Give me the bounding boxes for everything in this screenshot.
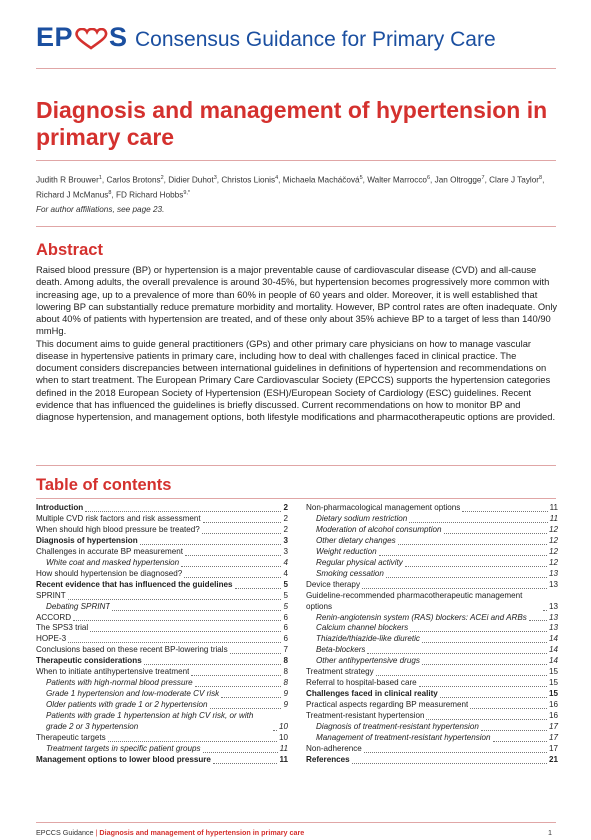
author-name: Judith R Brouwer bbox=[36, 175, 99, 185]
toc-leader-dots bbox=[422, 642, 547, 643]
toc-leader-dots bbox=[203, 752, 278, 753]
toc-entry[interactable] bbox=[306, 744, 558, 755]
toc-page-number: 3 bbox=[283, 546, 288, 556]
footer-title: Diagnosis and management of hypertension in primary care bbox=[99, 828, 305, 837]
toc-divider bbox=[36, 498, 556, 499]
toc-entry-title: Patients with grade 1 hypertension at high CV risk, or with grade 2 or 3 hypertension bbox=[46, 711, 254, 732]
toc-leader-dots bbox=[367, 653, 547, 654]
page-number: 1 bbox=[548, 828, 552, 837]
toc-page-number: 6 bbox=[283, 634, 288, 644]
toc-page-number: 6 bbox=[283, 612, 288, 622]
toc-leader-dots bbox=[543, 610, 547, 611]
toc-leader-dots bbox=[386, 577, 547, 578]
toc-entry[interactable] bbox=[306, 613, 558, 624]
affiliation-note: For author affiliations, see page 23. bbox=[36, 205, 165, 214]
toc-entry-title: Practical aspects regarding BP measurement bbox=[306, 700, 469, 710]
toc-page-number: 16 bbox=[548, 700, 558, 710]
toc-page-number: 13 bbox=[548, 568, 558, 578]
toc-page-number: 3 bbox=[283, 535, 288, 545]
toc-page-number: 13 bbox=[548, 612, 558, 622]
toc-entry[interactable] bbox=[36, 634, 288, 645]
author-name: Jan Oltrogge bbox=[434, 175, 482, 185]
toc-page-number: 2 bbox=[283, 503, 288, 512]
toc-left-column bbox=[36, 503, 288, 766]
toc-entry[interactable] bbox=[36, 613, 288, 624]
toc-entry-title: References bbox=[306, 754, 350, 764]
toc-page-number: 15 bbox=[548, 689, 558, 699]
toc-leader-dots bbox=[203, 522, 282, 523]
toc-entry-title: Dietary sodium restriction bbox=[316, 513, 408, 523]
toc-entry[interactable] bbox=[36, 733, 288, 744]
toc-leader-dots bbox=[444, 533, 547, 534]
toc-entry-title: Management options to lower blood pressure bbox=[36, 754, 211, 764]
toc-entry-title: Treatment strategy bbox=[306, 667, 374, 677]
logo-text-left: EP bbox=[36, 22, 74, 52]
toc-leader-dots bbox=[376, 675, 547, 676]
toc-entry[interactable] bbox=[306, 733, 558, 744]
toc-entry[interactable] bbox=[306, 580, 558, 591]
author-affiliation-marker: 4 bbox=[275, 175, 279, 181]
author-name: Christos Lionis bbox=[221, 175, 276, 185]
toc-entry[interactable] bbox=[306, 503, 558, 514]
toc-entry-title: Moderation of alcohol consumption bbox=[316, 524, 442, 534]
toc-page-number: 14 bbox=[548, 634, 558, 644]
toc-leader-dots bbox=[529, 620, 547, 621]
toc-page-number: 11 bbox=[279, 754, 288, 764]
toc-entry-title: Non-adherence bbox=[306, 743, 362, 753]
toc-entry-title: ACCORD bbox=[36, 612, 72, 622]
toc-leader-dots bbox=[273, 730, 277, 731]
toc-entry[interactable] bbox=[36, 678, 288, 689]
toc-page-number: 6 bbox=[283, 623, 288, 633]
toc-entry-title: Challenges in accurate BP measurement bbox=[36, 546, 183, 556]
toc-entry[interactable] bbox=[36, 503, 288, 514]
article-title: Diagnosis and management of hypertension in primary care bbox=[36, 97, 548, 150]
author-affiliation-marker: 3 bbox=[213, 175, 217, 181]
author-name: FD Richard Hobbs bbox=[115, 190, 184, 200]
toc-entry-title: Other antihypertensive drugs bbox=[316, 656, 420, 666]
footer-separator: | bbox=[95, 828, 98, 837]
header-title: Consensus Guidance for Primary Care bbox=[135, 28, 496, 51]
toc-entry-title: Management of treatment-resistant hypertension bbox=[316, 733, 491, 743]
toc-entry-title: Smoking cessation bbox=[316, 568, 384, 578]
toc-heading: Table of contents bbox=[36, 476, 172, 494]
author-affiliation-marker: 8 bbox=[539, 175, 543, 181]
toc-entry-title: HOPE-3 bbox=[36, 634, 67, 644]
toc-entry-title: Calcium channel blockers bbox=[316, 623, 409, 633]
toc-entry-title: SPRINT bbox=[36, 590, 66, 600]
toc-entry[interactable] bbox=[36, 536, 288, 547]
author-affiliation-marker: 1 bbox=[98, 175, 102, 181]
toc-leader-dots bbox=[364, 752, 547, 753]
toc-leader-dots bbox=[195, 686, 282, 687]
toc-leader-dots bbox=[191, 675, 281, 676]
toc-entry[interactable] bbox=[36, 623, 288, 634]
toc-leader-dots bbox=[379, 555, 547, 556]
footer-left: EPCCS Guidance bbox=[36, 828, 94, 837]
toc-entry-title: Introduction bbox=[36, 503, 84, 512]
toc-leader-dots bbox=[235, 588, 282, 589]
author-affiliation-marker: 7 bbox=[481, 175, 485, 181]
toc-page-number: 13 bbox=[548, 623, 558, 633]
toc-leader-dots bbox=[422, 664, 547, 665]
toc-entry[interactable] bbox=[306, 591, 558, 613]
abstract-body bbox=[36, 264, 558, 423]
toc-entry-title: Multiple CVD risk factors and risk assessment bbox=[36, 513, 201, 523]
toc-leader-dots bbox=[112, 610, 281, 611]
toc-leader-dots bbox=[210, 708, 282, 709]
toc-page-number: 11 bbox=[279, 743, 288, 753]
toc-page-number: 9 bbox=[283, 700, 288, 710]
toc-page-number: 5 bbox=[283, 579, 288, 589]
toc-entry[interactable] bbox=[36, 591, 288, 602]
toc-entry[interactable] bbox=[36, 656, 288, 667]
toc-entry-title: Diagnosis of treatment-resistant hypertension bbox=[316, 722, 479, 732]
toc-entry-title: Treatment-resistant hypertension bbox=[306, 711, 425, 721]
toc-page-number: 10 bbox=[278, 722, 288, 732]
toc-leader-dots bbox=[410, 631, 547, 632]
toc-leader-dots bbox=[405, 566, 547, 567]
toc-entry[interactable] bbox=[36, 547, 288, 558]
toc-entry[interactable] bbox=[36, 569, 288, 580]
epccs-logo bbox=[36, 22, 128, 53]
author-name: Michaela Macháčová bbox=[282, 175, 360, 185]
toc-leader-dots bbox=[202, 533, 282, 534]
author-affiliation-marker: 6 bbox=[426, 175, 431, 181]
toc-entry[interactable] bbox=[306, 689, 558, 700]
toc-entry-title: The SPS3 trial bbox=[36, 623, 89, 633]
toc-entry[interactable] bbox=[36, 525, 288, 536]
toc-entry[interactable] bbox=[306, 700, 558, 711]
toc-entry-title: Therapeutic considerations bbox=[36, 656, 142, 666]
toc-entry-title: Challenges faced in clinical reality bbox=[306, 689, 438, 699]
toc-entry-title: Guideline-recommended pharmacotherapeutic management options bbox=[306, 590, 523, 611]
footer-divider bbox=[36, 822, 556, 823]
page-header bbox=[0, 0, 591, 70]
toc-entry-title: Renin-angiotensin system (RAS) blockers: ACEi and ARBs bbox=[316, 612, 527, 622]
toc-page-number: 11 bbox=[549, 503, 558, 512]
toc-page-number: 12 bbox=[548, 535, 558, 545]
toc-page-number: 13 bbox=[548, 579, 558, 589]
toc-entry[interactable] bbox=[36, 689, 288, 700]
toc-page-number: 2 bbox=[283, 524, 288, 534]
toc-entry[interactable] bbox=[306, 678, 558, 689]
header-divider bbox=[36, 68, 556, 69]
toc-leader-dots bbox=[108, 741, 277, 742]
toc-page-number: 2 bbox=[283, 513, 288, 523]
toc-leader-dots bbox=[144, 664, 282, 665]
toc-entry-title: Other dietary changes bbox=[316, 535, 396, 545]
toc-entry[interactable] bbox=[36, 514, 288, 525]
toc-page-number: 14 bbox=[548, 656, 558, 666]
toc-entry[interactable] bbox=[306, 623, 558, 634]
author-name: Richard J McManus bbox=[36, 190, 109, 200]
author-name: Carlos Brotons bbox=[106, 175, 161, 185]
toc-entry-title: Patients with high-normal blood pressure bbox=[46, 678, 193, 688]
authors-divider bbox=[36, 226, 556, 227]
toc-entry[interactable] bbox=[306, 667, 558, 678]
toc-page-number: 12 bbox=[548, 524, 558, 534]
toc-leader-dots bbox=[90, 631, 281, 632]
title-divider bbox=[36, 160, 556, 161]
toc-entry-title: Beta-blockers bbox=[316, 645, 366, 655]
abstract-divider bbox=[36, 465, 556, 466]
toc-page-number: 14 bbox=[548, 645, 558, 655]
toc-entry[interactable] bbox=[306, 634, 558, 645]
toc-entry-title: Grade 1 hypertension and low-moderate CV risk bbox=[46, 689, 220, 699]
toc-page-number: 15 bbox=[548, 667, 558, 677]
toc-leader-dots bbox=[470, 708, 547, 709]
toc-leader-dots bbox=[221, 697, 281, 698]
toc-entry[interactable] bbox=[36, 755, 288, 766]
toc-page-number: 15 bbox=[548, 678, 558, 688]
toc-leader-dots bbox=[462, 511, 547, 512]
toc-entry[interactable] bbox=[306, 569, 558, 580]
toc-entry-title: Device therapy bbox=[306, 579, 360, 589]
toc-page-number: 7 bbox=[283, 645, 288, 655]
toc-page-number: 12 bbox=[548, 546, 558, 556]
toc-leader-dots bbox=[140, 544, 282, 545]
toc-leader-dots bbox=[230, 653, 282, 654]
toc-entry-title: White coat and masked hypertension bbox=[46, 557, 180, 567]
abstract-heading: Abstract bbox=[36, 241, 103, 259]
toc-page-number: 17 bbox=[548, 722, 558, 732]
author-affiliation-marker: 8 bbox=[108, 189, 112, 196]
toc-entry[interactable] bbox=[306, 525, 558, 536]
abstract-paragraph: Raised blood pressure (BP) or hypertension is a major preventable cause of cardiovascular disease (CVD) and all-cause death. Among adults, the overall prevalence is around 30-45%, but hypertension becomes progressively more common with increasing age, up to a prevalence of more than 60% in people of 60 years and older. Moreover, it is well established that lowering BP can substantially reduce premature morbidity and mortality. However, BP control rates are often inadequate. Only about 40% of patients with hypertension are treated, and of these only about 35% achieve BP to a target of less than 140/90 mmHg. bbox=[36, 264, 558, 337]
toc-page-number: 16 bbox=[548, 711, 558, 721]
toc-page-number: 13 bbox=[548, 601, 558, 611]
toc-leader-dots bbox=[398, 544, 547, 545]
toc-page-number: 4 bbox=[283, 557, 288, 567]
author-affiliation-marker: 9,* bbox=[183, 189, 191, 196]
toc-entry[interactable] bbox=[36, 580, 288, 591]
toc-entry-title: Weight reduction bbox=[316, 546, 377, 556]
toc-leader-dots bbox=[419, 686, 547, 687]
toc-page-number: 12 bbox=[548, 557, 558, 567]
toc-leader-dots bbox=[68, 642, 281, 643]
toc-page-number: 8 bbox=[283, 678, 288, 688]
toc-leader-dots bbox=[73, 620, 281, 621]
abstract-paragraph: This document aims to guide general practitioners (GPs) and other primary care physicians on how to manage vascular disease in hypertensive patients in primary care, including how to deal with challenges faced in clinical practice. The document considers discrepancies between international guidelines in definitions of hypertension and recommendations on when to start treatment. The European Primary Care Cardiovascular Society (EPCCS) supports the hypertension categories defined in the 2018 European Society of Hypertension (ESH)/European Society of Cardiology (ESC) guidelines. Recent evidence that has influenced the guidelines is briefly discussed. Current recommendations on how to monitor BP and diagnose hypertension, and management options, both lifestyle modifications and pharmacotherapeutic options are provided. bbox=[36, 337, 556, 422]
toc-entry-title: Regular physical activity bbox=[316, 557, 403, 567]
toc-entry[interactable] bbox=[36, 667, 288, 678]
toc-entry[interactable] bbox=[36, 711, 288, 733]
toc-page-number: 17 bbox=[548, 743, 558, 753]
toc-entry[interactable] bbox=[36, 700, 288, 711]
toc-entry[interactable] bbox=[306, 645, 558, 656]
toc-page-number: 21 bbox=[548, 754, 558, 764]
toc-page-number: 4 bbox=[283, 568, 288, 578]
toc-leader-dots bbox=[481, 730, 547, 731]
author-name: Walter Marrocco bbox=[367, 175, 427, 185]
toc-leader-dots bbox=[493, 741, 547, 742]
toc-entry-title: Conclusions based on these recent BP-lowering trials bbox=[36, 645, 228, 655]
toc-entry[interactable] bbox=[306, 536, 558, 547]
toc-entry[interactable] bbox=[306, 547, 558, 558]
toc-entry[interactable] bbox=[36, 558, 288, 569]
toc-page-number: 5 bbox=[283, 590, 288, 600]
toc-leader-dots bbox=[185, 555, 282, 556]
toc-entry[interactable] bbox=[306, 755, 558, 766]
toc-page-number: 8 bbox=[283, 667, 288, 677]
toc-entry[interactable] bbox=[306, 711, 558, 722]
toc-entry-title: Thiazide/thiazide-like diuretic bbox=[316, 634, 420, 644]
toc-entry[interactable] bbox=[36, 602, 288, 613]
page-footer bbox=[36, 828, 304, 837]
toc-leader-dots bbox=[184, 577, 281, 578]
author-name: Clare J Taylor bbox=[489, 175, 540, 185]
toc-page-number: 17 bbox=[548, 733, 558, 743]
heart-icon bbox=[74, 28, 108, 50]
toc-leader-dots bbox=[426, 719, 547, 720]
toc-page-number: 10 bbox=[278, 733, 288, 743]
toc-entry-title: Recent evidence that has influenced the guidelines bbox=[36, 579, 233, 589]
toc-entry[interactable] bbox=[36, 645, 288, 656]
toc-right-column bbox=[306, 503, 558, 766]
toc-entry-title: When should high blood pressure be treated? bbox=[36, 524, 200, 534]
toc-leader-dots bbox=[68, 599, 282, 600]
toc-entry-title: Therapeutic targets bbox=[36, 733, 106, 743]
toc-entry[interactable] bbox=[306, 514, 558, 525]
toc-entry-title: Treatment targets in specific patient groups bbox=[46, 743, 201, 753]
toc-entry-title: Referral to hospital-based care bbox=[306, 678, 417, 688]
author-list: Judith R Brouwer$^1$, Carlos Brotons$^2$, Didier Duhot$^3$, Christos Lionis$^4$, Michaela Macháčová$^5$, Walter Marrocco$^6$, Jan Oltrogge$^7$, Clare J Taylor$^8$, Richard J McManus$^8$, FD Richard Hobbs$^{9,*}$ bbox=[36, 175, 545, 200]
toc-entry[interactable] bbox=[36, 744, 288, 755]
toc-entry-title: When to initiate antihypertensive treatment bbox=[36, 667, 190, 677]
toc-page-number: 11 bbox=[549, 513, 558, 523]
toc-leader-dots bbox=[213, 763, 278, 764]
toc-page-number: 9 bbox=[283, 689, 288, 699]
logo-text-right: S bbox=[109, 22, 128, 52]
author-affiliation-marker: 2 bbox=[160, 175, 164, 181]
toc-entry[interactable] bbox=[306, 558, 558, 569]
author-affiliation-marker: 5 bbox=[359, 175, 363, 181]
toc-leader-dots bbox=[181, 566, 281, 567]
toc-page-number: 5 bbox=[283, 601, 288, 611]
toc-leader-dots bbox=[85, 511, 281, 512]
toc-leader-dots bbox=[440, 697, 547, 698]
toc-entry-title: Non-pharmacological management options bbox=[306, 503, 461, 512]
toc-entry-title: Diagnosis of hypertension bbox=[36, 535, 138, 545]
toc-entry[interactable] bbox=[306, 656, 558, 667]
toc-entry-title: How should hypertension be diagnosed? bbox=[36, 568, 183, 578]
author-name: Didier Duhot bbox=[168, 175, 214, 185]
toc-entry-title: Older patients with grade 1 or 2 hypertension bbox=[46, 700, 208, 710]
toc-page-number: 8 bbox=[283, 656, 288, 666]
toc-leader-dots bbox=[409, 522, 547, 523]
toc-leader-dots bbox=[362, 588, 547, 589]
toc-entry[interactable] bbox=[306, 722, 558, 733]
toc-entry-title: Debating SPRINT bbox=[46, 601, 111, 611]
toc-leader-dots bbox=[352, 763, 547, 764]
